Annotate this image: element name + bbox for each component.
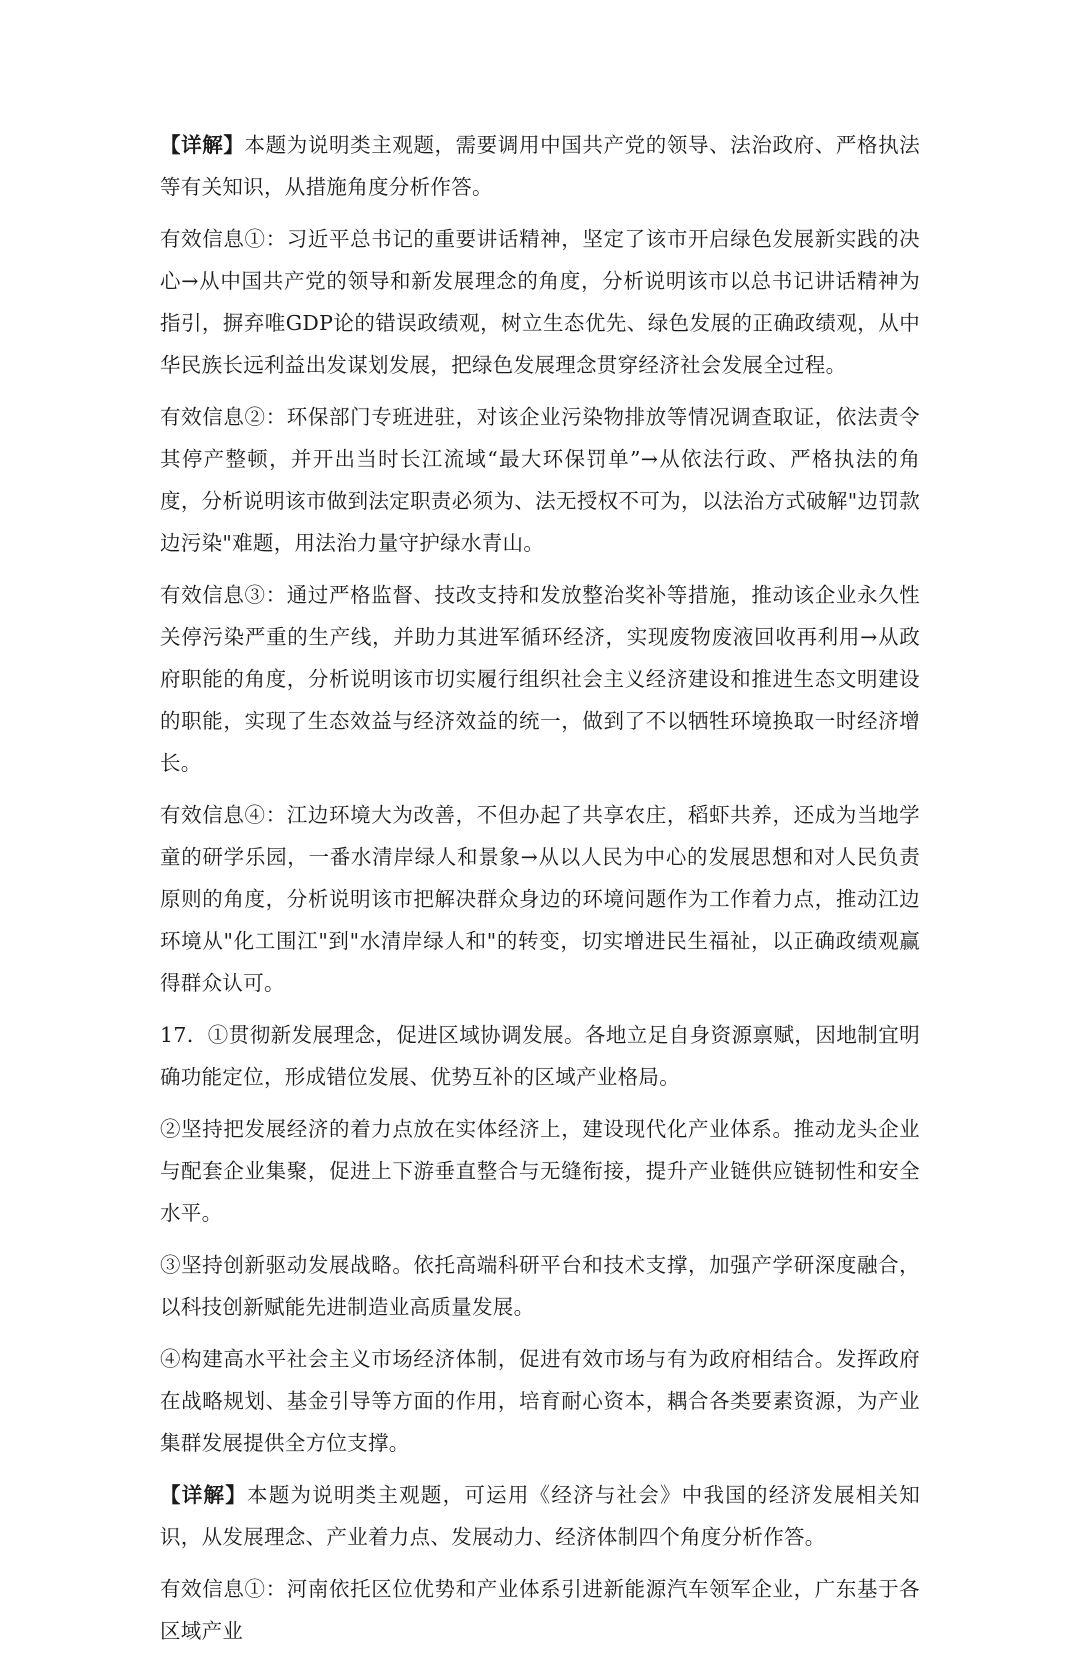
paragraph-answer-17-3 — [160, 1244, 920, 1328]
paragraph-text: 有效信息①：习近平总书记的重要讲话精神，坚定了该市开启绿色发展新实践的决心→从中国共产党的领导和新发展理念的角度，分析说明该市以总书记讲话精神为指引，摒弃唯GDP论的错误政绩观，树立生态优先、绿色发展的正确政绩观，从中华民族长远利益出发谋划发展，把绿色发展理念贯穿经济社会发展全过程。 — [160, 227, 920, 377]
paragraph-text: ④构建高水平社会主义市场经济体制，促进有效市场与有为政府相结合。发挥政府在战略规划、基金引导等方面的作用，培育耐心资本，耦合各类要素资源，为产业集群发展提供全方位支撑。 — [160, 1347, 920, 1455]
paragraph-text: 有效信息②：环保部门专班进驻，对该企业污染物排放等情况调查取证，依法责令其停产整顿，并开出当时长江流域“最大环保罚单”→从依法行政、严格执法的角度，分析说明该市做到法定职责必须为、法无授权不可为，以法治方式破解"边罚款边污染"难题，用法治力量守护绿水青山。 — [160, 405, 920, 555]
paragraph-detail-2 — [160, 1474, 920, 1558]
paragraph-text: 本题为说明类主观题，可运用《经济与社会》中我国的经济发展相关知识，从发展理念、产业着力点、发展动力、经济体制四个角度分析作答。 — [160, 1483, 920, 1549]
paragraph-text: 有效信息④：江边环境大为改善，不但办起了共享农庄，稻虾共养，还成为当地学童的研学乐园，一番水清岸绿人和景象→从以人民为中心的发展思想和对人民负责原则的角度，分析说明该市把解决群众身边的环境问题作为工作着力点，推动江边环境从"化工围江"到"水清岸绿人和"的转变，切实增进民生福祉，以正确政绩观赢得群众认可。 — [160, 803, 920, 995]
detail-tag: 【详解】 — [160, 1483, 247, 1507]
document-body — [160, 124, 920, 1662]
paragraph-info-17-1 — [160, 1568, 920, 1652]
paragraph-text: 有效信息③：通过严格监督、技改支持和发放整治奖补等措施，推动该企业永久性关停污染严重的生产线，并助力其进军循环经济，实现废物废液回收再利用→从政府职能的角度，分析说明该市切实履行组织社会主义经济建设和推进生态文明建设的职能，实现了生态效益与经济效益的统一，做到了不以牺牲环境换取一时经济增长。 — [160, 583, 920, 775]
paragraph-text: 17．①贯彻新发展理念，促进区域协调发展。各地立足自身资源禀赋，因地制宜明确功能定位，形成错位发展、优势互补的区域产业格局。 — [160, 1023, 920, 1089]
paragraph-info-3 — [160, 574, 920, 784]
paragraph-info-4 — [160, 794, 920, 1004]
paragraph-text: 本题为说明类主观题，需要调用中国共产党的领导、法治政府、严格执法等有关知识，从措施角度分析作答。 — [160, 133, 920, 199]
paragraph-answer-17-4 — [160, 1338, 920, 1464]
paragraph-detail-1 — [160, 124, 920, 208]
detail-tag: 【详解】 — [160, 133, 245, 157]
paragraph-text: ③坚持创新驱动发展战略。依托高端科研平台和技术支撑，加强产学研深度融合，以科技创新赋能先进制造业高质量发展。 — [160, 1253, 920, 1319]
paragraph-text: ②坚持把发展经济的着力点放在实体经济上，建设现代化产业体系。推动龙头企业与配套企业集聚，促进上下游垂直整合与无缝衔接，提升产业链供应链韧性和安全水平。 — [160, 1117, 920, 1225]
paragraph-answer-17-2 — [160, 1108, 920, 1234]
paragraph-answer-17-1 — [160, 1014, 920, 1098]
paragraph-info-1 — [160, 218, 920, 386]
paragraph-info-2 — [160, 396, 920, 564]
paragraph-text: 有效信息①：河南依托区位优势和产业体系引进新能源汽车领军企业，广东基于各区域产业 — [160, 1577, 920, 1643]
